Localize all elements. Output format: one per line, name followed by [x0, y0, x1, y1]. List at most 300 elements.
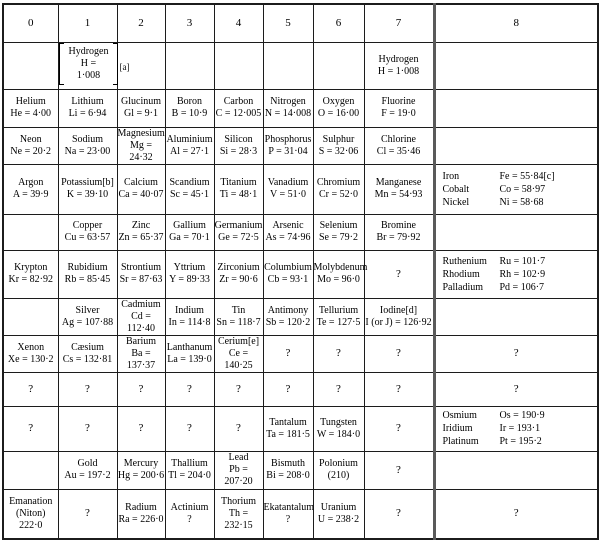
element-atomic-weight: Ce = 140·25 — [224, 347, 253, 371]
element-atomic-weight: Cs = 132·81 — [62, 353, 113, 365]
element-name: Magnesium — [117, 127, 165, 139]
element-atomic-weight: ? — [285, 513, 291, 525]
element-atomic-weight: Te = 127·5 — [316, 316, 361, 328]
element-atomic-weight: Ca = 40·07 — [118, 189, 164, 200]
element-atomic-weight: Cu = 63·57 — [64, 232, 111, 243]
element-name: Helium — [15, 96, 46, 107]
element-name: Rubidium — [67, 262, 108, 273]
element-atomic-weight: Fe = 55·84[c] — [499, 170, 555, 182]
cell-bromine — [364, 214, 434, 250]
element-name: Strontium — [120, 262, 161, 273]
cell-gallium — [165, 214, 214, 250]
cell-empty — [434, 214, 598, 250]
triad-line — [436, 435, 598, 448]
table-body — [3, 42, 598, 539]
cell-empty — [263, 42, 313, 89]
element-atomic-weight: As = 74·96 — [265, 232, 311, 243]
cell-potassium-b — [58, 164, 117, 214]
cell-gold — [58, 451, 117, 489]
cell-actinium — [165, 489, 214, 539]
element-atomic-weight: S = 32·06 — [318, 145, 359, 157]
triad-line — [436, 183, 598, 196]
cell-unknown — [364, 250, 434, 298]
element-atomic-weight: Ga = 70·1 — [169, 232, 210, 243]
triad-line — [436, 422, 598, 435]
unknown-element-mark: ? — [187, 422, 192, 434]
cell-ekatantalum — [263, 489, 313, 539]
element-name: Sulphur — [322, 133, 355, 145]
cell-empty — [3, 42, 58, 89]
element-name: Scandium — [169, 177, 210, 188]
element-name: Ekatantalum — [263, 501, 315, 513]
element-atomic-weight: Ti = 48·1 — [219, 189, 258, 200]
element-atomic-weight: F = 19·0 — [381, 108, 416, 119]
table-row — [3, 489, 598, 539]
triad-line — [436, 268, 598, 281]
cell-yttrium — [165, 250, 214, 298]
unknown-element-mark: ? — [396, 347, 401, 359]
element-name: Palladium — [442, 281, 484, 293]
cell-nitrogen — [263, 89, 313, 127]
cell-empty — [434, 89, 598, 127]
element-atomic-weight: He = 4·00 — [10, 108, 52, 119]
element-atomic-weight: B = 10·9 — [171, 108, 208, 119]
unknown-element-mark: ? — [85, 422, 90, 434]
element-atomic-weight: Th = 232·15 — [224, 507, 253, 531]
element-atomic-weight: K = 39·10 — [66, 189, 109, 200]
cell-barium — [117, 335, 165, 372]
table-row — [3, 298, 598, 335]
cell-osmium-group — [434, 406, 598, 451]
table-row — [3, 164, 598, 214]
element-atomic-weight: (Niton) 222·0 — [16, 507, 46, 531]
cell-zinc — [117, 214, 165, 250]
cell-zirconium — [214, 250, 263, 298]
cell-ruthenium-group — [434, 250, 598, 298]
element-name: Oxygen — [322, 96, 355, 107]
cell-strontium — [117, 250, 165, 298]
element-name: Manganese — [375, 177, 422, 188]
element-atomic-weight: Se = 79·2 — [319, 232, 358, 243]
element-name: Bromine — [381, 220, 416, 231]
element-name: Germanium — [214, 220, 263, 231]
element-name: Lanthanum — [166, 341, 213, 353]
cell-uranium — [313, 489, 364, 539]
right-bracket — [113, 43, 119, 85]
element-name: Zinc — [131, 220, 151, 231]
element-name: Tellurium — [318, 304, 359, 316]
element-name: Nickel — [442, 196, 470, 208]
element-atomic-weight: Y = 89·33 — [169, 274, 210, 285]
cell-glucinum — [117, 89, 165, 127]
element-name: Selenium — [319, 220, 358, 231]
cell-arsenic — [263, 214, 313, 250]
cell-sodium — [58, 127, 117, 164]
cell-germanium — [214, 214, 263, 250]
table-row — [3, 406, 598, 451]
triad-line — [436, 196, 598, 209]
element-name: Argon — [18, 177, 44, 188]
element-atomic-weight: Ta = 181·5 — [266, 428, 310, 440]
unknown-element-mark: ? — [336, 382, 341, 395]
cell-mercury — [117, 451, 165, 489]
cell-silver — [58, 298, 117, 335]
element-name: Cæsium — [71, 341, 104, 353]
cell-thallium — [165, 451, 214, 489]
element-name: Copper — [72, 220, 103, 231]
element-name: Osmium — [442, 410, 477, 421]
cell-neon — [3, 127, 58, 164]
cell-scandium — [165, 164, 214, 214]
element-atomic-weight: ? — [187, 513, 192, 525]
cell-aluminium — [165, 127, 214, 164]
column-header-1: 1 — [58, 4, 117, 42]
element-atomic-weight: Ir = 193·1 — [499, 423, 541, 434]
unknown-element-mark: ? — [187, 382, 192, 395]
cell-columbium — [263, 250, 313, 298]
unknown-element-mark: ? — [28, 382, 34, 395]
element-atomic-weight: Mn = 54·93 — [374, 189, 423, 200]
element-atomic-weight: Co = 58·97 — [499, 183, 546, 195]
bracket-group — [59, 43, 130, 85]
element-name: Carbon — [223, 96, 254, 107]
unknown-element-mark: ? — [138, 422, 144, 434]
element-name: Hydrogen — [378, 53, 419, 65]
cell-unknown — [434, 372, 598, 406]
element-atomic-weight: Kr = 82·92 — [8, 274, 54, 285]
cell-phosphorus — [263, 127, 313, 164]
cell-argon — [3, 164, 58, 214]
cell-antimony — [263, 298, 313, 335]
unknown-element-mark: ? — [396, 463, 401, 476]
unknown-element-mark: ? — [513, 507, 519, 520]
element-atomic-weight: U = 238·2 — [317, 513, 360, 525]
unknown-element-mark: ? — [396, 507, 401, 520]
element-atomic-weight: Sn = 118·7 — [216, 316, 261, 328]
cell-lithium — [58, 89, 117, 127]
element-atomic-weight: Ni = 58·68 — [499, 196, 544, 208]
cell-lanthanum — [165, 335, 214, 372]
cell-unknown — [364, 372, 434, 406]
cell-bismuth — [263, 451, 313, 489]
element-atomic-weight: Xe = 130·2 — [7, 353, 54, 365]
unknown-element-mark: ? — [236, 422, 241, 434]
cell-radium — [117, 489, 165, 539]
cell-emanation — [3, 489, 58, 539]
element-atomic-weight: Al = 27·1 — [170, 145, 209, 157]
element-name: Silicon — [224, 133, 253, 145]
element-atomic-weight: Rb = 85·45 — [64, 274, 111, 285]
element-atomic-weight: Ru = 101·7 — [499, 255, 546, 267]
cell-unknown — [434, 489, 598, 539]
cell-boron — [165, 89, 214, 127]
element-name: Cerium[e] — [217, 335, 260, 347]
cell-unknown — [165, 406, 214, 451]
element-atomic-weight: Sb = 120·2 — [265, 316, 311, 328]
element-name: Chromium — [316, 177, 361, 188]
element-atomic-weight: Gl = 9·1 — [124, 108, 158, 119]
cell-fluorine — [364, 89, 434, 127]
cell-unknown — [313, 372, 364, 406]
cell-unknown — [364, 489, 434, 539]
element-atomic-weight: Hg = 200·6 — [117, 470, 165, 481]
unknown-element-mark: ? — [138, 382, 144, 395]
element-name-and-weight: Hydrogen H = 1·008 — [68, 45, 109, 81]
element-name: Tin — [231, 304, 246, 316]
cell-unknown — [364, 406, 434, 451]
cell-empty — [165, 42, 214, 89]
triad-line — [436, 255, 598, 268]
triad-line — [436, 170, 598, 183]
column-header-8: 8 — [434, 4, 598, 42]
cell-hydrogen-bracketed — [58, 42, 130, 89]
cell-thorium — [214, 489, 263, 539]
table-row — [3, 335, 598, 372]
cell-molybdenum — [313, 250, 368, 298]
element-atomic-weight: Mg = 24·32 — [129, 139, 153, 163]
element-name: Vanadium — [267, 177, 309, 188]
cell-empty — [434, 451, 598, 489]
cell-unknown — [214, 406, 263, 451]
element-atomic-weight: Tl = 204·0 — [168, 470, 211, 481]
element-name: Thorium — [221, 495, 256, 507]
element-name: Platinum — [442, 436, 479, 447]
cell-chlorine — [364, 127, 434, 164]
periodic-table — [2, 3, 599, 540]
element-atomic-weight: C = 12·005 — [215, 108, 262, 119]
element-name: Emanation — [9, 495, 53, 507]
element-atomic-weight: P = 31·04 — [268, 145, 308, 157]
unknown-element-mark: ? — [513, 382, 519, 395]
unknown-element-mark: ? — [513, 347, 519, 359]
cell-sulphur — [313, 127, 364, 164]
element-atomic-weight: Sr = 87·63 — [119, 274, 163, 285]
element-name: Cadmium — [121, 298, 161, 310]
column-header-0: 0 — [3, 4, 58, 42]
triad-line — [436, 281, 598, 294]
cell-unknown — [165, 372, 214, 406]
element-name: Calcium — [124, 177, 158, 188]
cell-iron-group — [434, 164, 598, 214]
element-atomic-weight: H = 1·008 — [377, 65, 420, 77]
cell-empty — [3, 298, 58, 335]
element-atomic-weight: La = 139·0 — [167, 353, 212, 365]
element-atomic-weight: Ge = 72·5 — [218, 232, 259, 243]
element-name: Mercury — [123, 458, 159, 469]
unknown-element-mark: ? — [236, 382, 241, 395]
element-name: Molybdenum — [313, 262, 368, 273]
cell-unknown — [117, 372, 165, 406]
element-atomic-weight: Pb = 207·20 — [224, 464, 253, 487]
element-name: Fluorine — [381, 96, 416, 107]
table-row — [3, 451, 598, 489]
unknown-element-mark: ? — [85, 382, 90, 395]
cell-lead — [214, 451, 263, 489]
element-name: Arsenic — [272, 220, 304, 231]
element-atomic-weight: In = 114·8 — [168, 316, 211, 328]
column-header-2: 2 — [117, 4, 165, 42]
cell-empty — [434, 42, 598, 89]
cell-vanadium — [263, 164, 313, 214]
element-atomic-weight: I (or J) = 126·92 — [365, 316, 432, 328]
unknown-element-mark: ? — [285, 382, 291, 395]
cell-unknown — [313, 335, 364, 372]
column-header-6: 6 — [313, 4, 364, 42]
cell-silicon — [214, 127, 263, 164]
unknown-element-mark: ? — [85, 507, 90, 520]
triad-line — [436, 409, 598, 422]
cell-indium — [165, 298, 214, 335]
element-name: Rhodium — [442, 268, 480, 280]
element-atomic-weight: Mo = 96·0 — [317, 274, 360, 285]
element-name: Ruthenium — [442, 255, 487, 267]
element-atomic-weight: Os = 190·9 — [499, 410, 545, 421]
element-name: Radium — [125, 501, 157, 513]
element-name: Iodine[d] — [379, 304, 418, 316]
cell-empty — [434, 298, 598, 335]
cell-rubidium — [58, 250, 117, 298]
element-name: Polonium — [319, 458, 358, 469]
element-atomic-weight: Br = 79·92 — [376, 232, 421, 243]
cell-unknown — [214, 372, 263, 406]
cell-xenon — [3, 335, 58, 372]
element-atomic-weight: Au = 197·2 — [64, 470, 111, 481]
element-atomic-weight: V = 51·0 — [269, 189, 306, 200]
element-name: Lithium — [71, 96, 104, 107]
element-name: Tantalum — [269, 416, 307, 428]
element-atomic-weight: Pd = 106·7 — [499, 281, 545, 293]
cell-empty — [3, 451, 58, 489]
unknown-element-mark: ? — [28, 422, 34, 434]
cell-unknown — [263, 372, 313, 406]
table-row — [3, 89, 598, 127]
cell-krypton — [3, 250, 58, 298]
element-name: Indium — [175, 304, 204, 316]
element-atomic-weight: Cr = 52·0 — [319, 189, 358, 200]
table-row — [3, 250, 598, 298]
cell-unknown — [364, 335, 434, 372]
element-atomic-weight: Bi = 208·0 — [266, 470, 310, 481]
unknown-element-mark: ? — [396, 267, 401, 280]
table-row — [3, 372, 598, 406]
element-name: Iridium — [442, 423, 473, 434]
cell-unknown — [364, 451, 434, 489]
element-name: Titanium — [220, 177, 257, 188]
element-atomic-weight: Zn = 65·37 — [118, 232, 164, 243]
element-name: Gallium — [173, 220, 206, 231]
cell-manganese — [364, 164, 434, 214]
cell-selenium — [313, 214, 364, 250]
element-name: Tungsten — [320, 416, 357, 428]
cell-polonium — [313, 451, 364, 489]
element-name: Thallium — [171, 458, 208, 469]
cell-hydrogen — [364, 42, 434, 89]
cell-cerium-e — [214, 335, 263, 372]
element-atomic-weight: Na = 23·00 — [64, 145, 111, 157]
element-atomic-weight: Li = 6·94 — [68, 108, 107, 119]
cell-cadmium — [117, 298, 165, 335]
unknown-element-mark: ? — [285, 347, 291, 359]
element-name: Phosphorus — [264, 133, 312, 145]
cell-oxygen — [313, 89, 364, 127]
cell-helium — [3, 89, 58, 127]
cell-unknown — [263, 335, 313, 372]
element-atomic-weight: Cl = 35·46 — [376, 145, 421, 157]
cell-empty — [313, 42, 364, 89]
element-name: Nitrogen — [270, 96, 306, 107]
element-name: Gold — [77, 458, 98, 469]
element-name: Silver — [75, 304, 100, 316]
element-atomic-weight: Cd = 112·40 — [127, 310, 155, 334]
cell-tin — [214, 298, 263, 335]
unknown-element-mark: ? — [396, 422, 401, 434]
element-atomic-weight: Si = 28·3 — [219, 145, 258, 157]
element-name: Columbium — [264, 262, 312, 273]
cell-tungsten — [313, 406, 364, 451]
element-name: Lead — [228, 452, 249, 463]
table-row — [3, 127, 598, 164]
element-atomic-weight: (210) — [327, 470, 350, 481]
element-name: Boron — [177, 96, 202, 107]
element-atomic-weight: Ba = 137·37 — [126, 347, 156, 371]
cell-magnesium — [117, 127, 165, 164]
cell-copper — [58, 214, 117, 250]
element-name: Barium — [126, 335, 156, 347]
cell-iodine-d — [364, 298, 434, 335]
table-header — [3, 4, 598, 42]
element-atomic-weight: Zr = 90·6 — [219, 274, 258, 285]
element-name: Zirconium — [217, 262, 260, 273]
cell-empty — [3, 214, 58, 250]
cell-unknown — [3, 406, 58, 451]
element-name: Actinium — [170, 501, 209, 513]
cell-carbon — [214, 89, 263, 127]
element-atomic-weight: A = 39·9 — [12, 189, 49, 200]
element-name: Antimony — [267, 304, 309, 316]
unknown-element-mark: ? — [336, 347, 341, 359]
cell-unknown — [58, 372, 117, 406]
element-atomic-weight: Ra = 226·0 — [118, 513, 164, 525]
cell-unknown — [58, 489, 117, 539]
element-name: Sodium — [71, 133, 104, 145]
element-name: Iron — [442, 170, 460, 182]
column-header-3: 3 — [165, 4, 214, 42]
table-row — [3, 42, 598, 89]
element-name: Glucinum — [121, 96, 161, 107]
element-name: Yttrium — [173, 262, 206, 273]
element-atomic-weight: Pt = 195·2 — [499, 436, 542, 447]
element-name: Potassium[b] — [61, 177, 114, 188]
cell-unknown — [58, 406, 117, 451]
element-atomic-weight: O = 16·00 — [317, 108, 360, 119]
cell-titanium — [214, 164, 263, 214]
element-atomic-weight: Cb = 93·1 — [267, 274, 309, 285]
cell-empty — [214, 42, 263, 89]
cell-unknown — [3, 372, 58, 406]
cell-calcium — [117, 164, 165, 214]
element-name: Cobalt — [442, 183, 470, 195]
element-name: Bismuth — [271, 458, 305, 469]
element-atomic-weight: N = 14·008 — [264, 108, 312, 119]
element-atomic-weight: W = 184·0 — [316, 428, 361, 440]
cell-empty — [434, 127, 598, 164]
element-name: Krypton — [14, 262, 48, 273]
unknown-element-mark: ? — [396, 382, 401, 395]
element-name: Chlorine — [381, 133, 416, 145]
element-atomic-weight: Rh = 102·9 — [499, 268, 546, 280]
element-name: Neon — [19, 133, 42, 145]
element-atomic-weight: Sc = 45·1 — [170, 189, 209, 200]
